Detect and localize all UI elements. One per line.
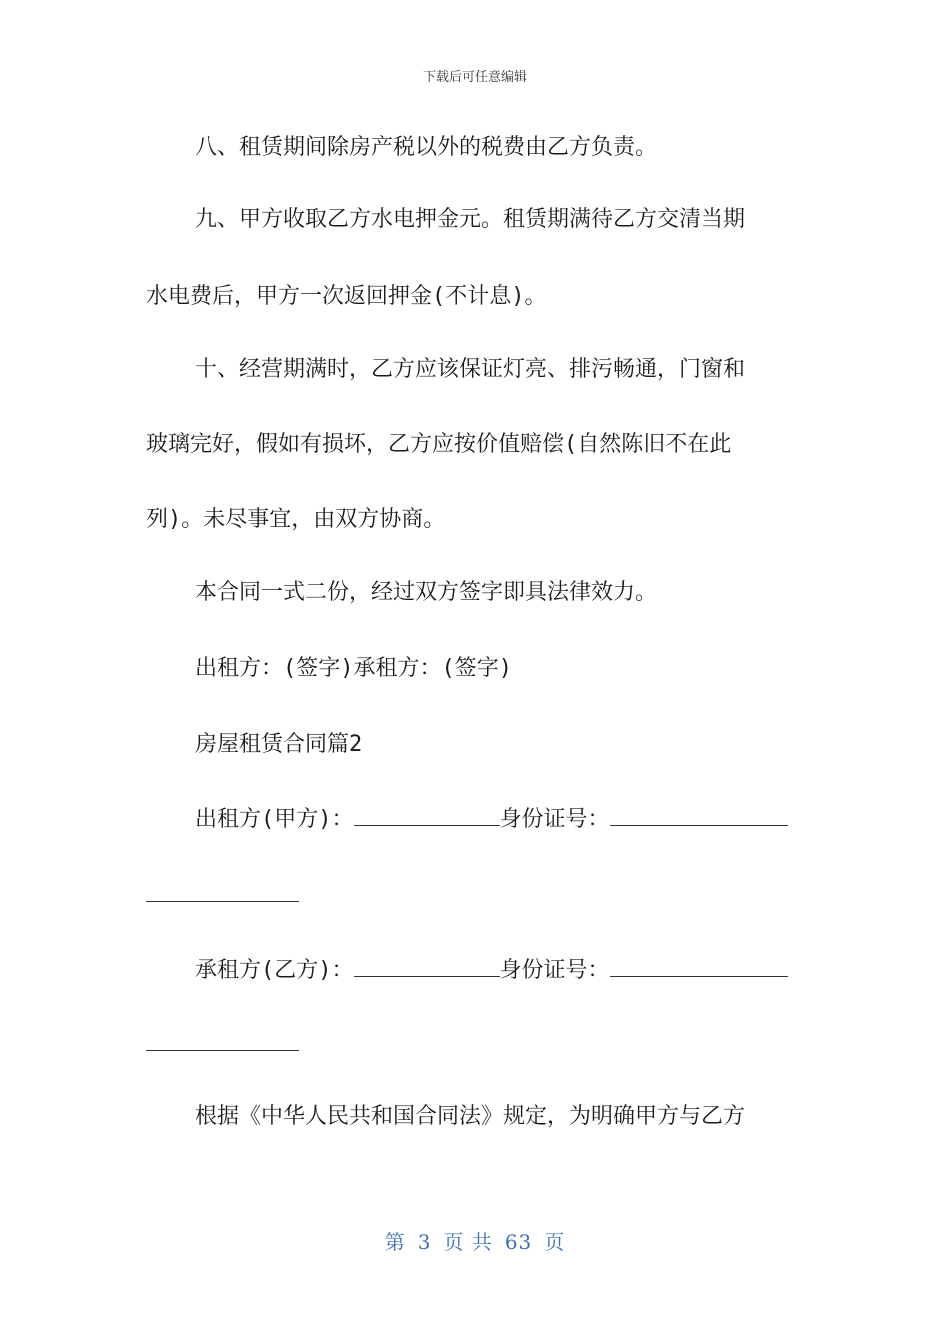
- clause-10-line-3: 列)。未尽事宜，由双方协商。: [146, 507, 446, 532]
- lessor-id-blank-continued[interactable]: [146, 901, 299, 902]
- footer-middle: 页 共: [443, 1230, 493, 1254]
- clause-10-line-2: 玻璃完好，假如有损坏，乙方应按价值赔偿(自然陈旧不在此: [146, 432, 732, 457]
- header-note: 下载后可任意编辑: [422, 70, 527, 85]
- clause-8: 八、租赁期间除房产税以外的税费由乙方负责。: [195, 135, 658, 160]
- copies-clause: 本合同一式二份，经过双方签字即具法律效力。: [195, 580, 658, 605]
- lessee-id-blank-continued[interactable]: [146, 1050, 299, 1051]
- section-title: 房屋租赁合同篇2: [195, 732, 363, 757]
- lessor-name-blank[interactable]: [354, 803, 500, 826]
- total-page-count: 63: [504, 1230, 533, 1254]
- lessor-row: [195, 803, 788, 835]
- lessee-label: 承租方(乙方)：: [195, 958, 354, 983]
- clause-10-line-1: 十、经营期满时，乙方应该保证灯亮、排污畅通，门窗和: [195, 357, 746, 382]
- clause-9-line-1: 九、甲方收取乙方水电押金元。租赁期满待乙方交清当期: [195, 207, 746, 232]
- clause-9-line-2: 水电费后，甲方一次返回押金(不计息)。: [146, 284, 547, 309]
- footer-suffix: 页: [544, 1230, 566, 1254]
- current-page-number: 3: [417, 1230, 432, 1254]
- lessor-id-label: 身份证号：: [499, 807, 610, 832]
- lessor-label: 出租方(甲方)：: [195, 807, 354, 832]
- legal-basis-line: 根据《中华人民共和国合同法》规定，为明确甲方与乙方: [195, 1104, 746, 1129]
- lessee-id-label: 身份证号：: [499, 958, 610, 983]
- signature-line: 出租方：(签字)承租方：(签字): [195, 656, 512, 681]
- lessee-name-blank[interactable]: [354, 954, 500, 977]
- lessee-row: [195, 954, 788, 986]
- lessor-id-blank[interactable]: [610, 803, 788, 826]
- footer-prefix: 第: [384, 1230, 406, 1254]
- page-counter: [0, 1226, 950, 1255]
- lessee-id-blank[interactable]: [610, 954, 788, 977]
